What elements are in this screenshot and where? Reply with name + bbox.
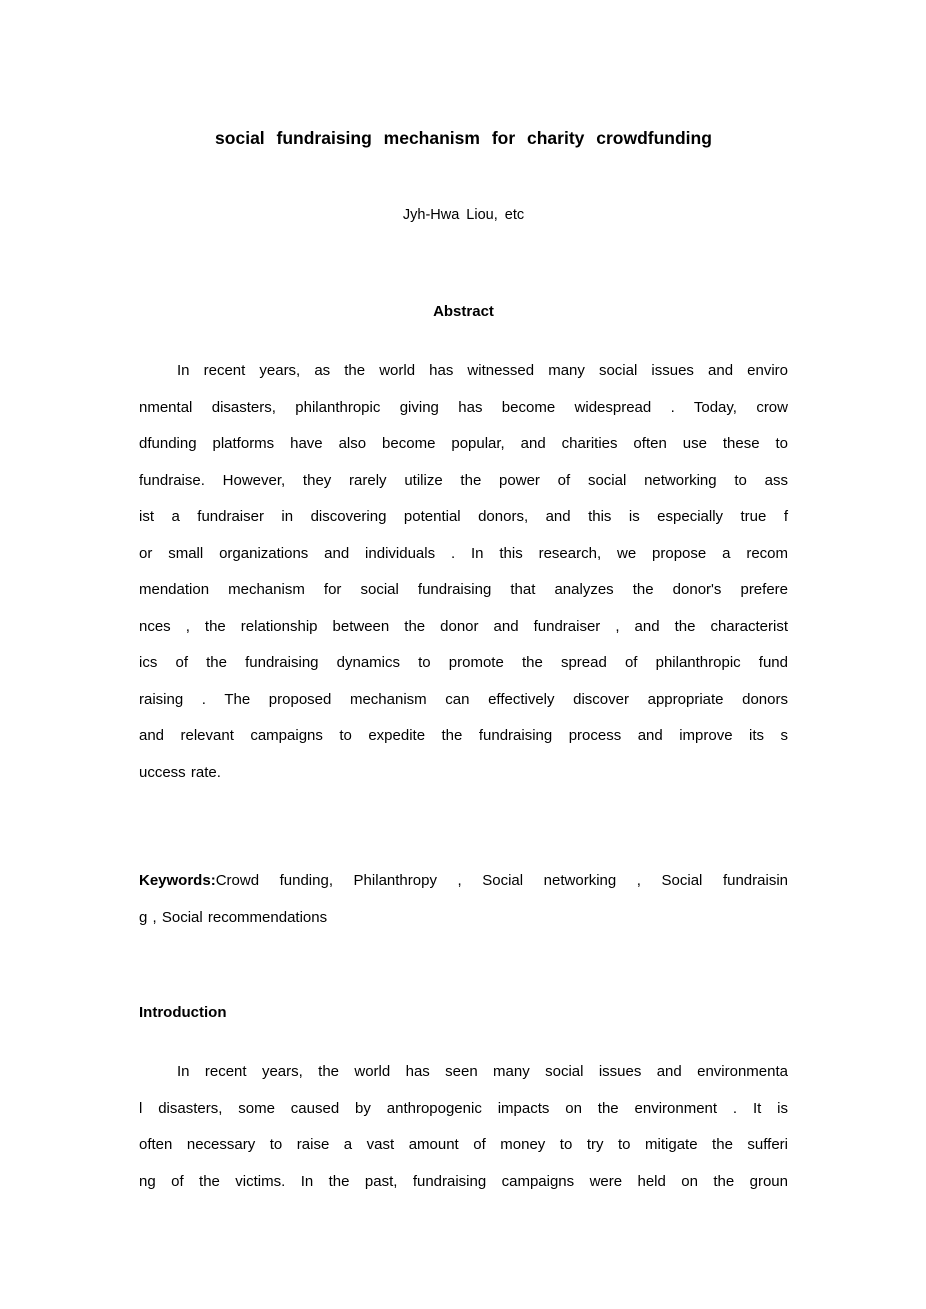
author-line: Jyh-Hwa Liou, etc [402, 207, 525, 223]
introduction-paragraph [139, 1054, 788, 1200]
text-line: ics of the fundraising dynamics to promote the spread of philanthropic fund [139, 654, 788, 671]
introduction-heading: Introduction [139, 1004, 227, 1021]
text-line: dfunding platforms have also become popular, and charities often use these to [139, 435, 788, 452]
keywords-label: Keywords: [139, 872, 216, 889]
text-line: nces , the relationship between the donor and fundraiser , and the characterist [139, 617, 788, 635]
keywords-text: Crowd funding, Philanthropy , Social networking , Social fundraisin [215, 872, 788, 889]
abstract-heading: Abstract [433, 303, 494, 320]
text-line: l disasters, some caused by anthropogenic impacts on the environment . It is [139, 1099, 788, 1117]
text-line: nmental disasters, philanthropic giving has become widespread . Today, crow [139, 398, 788, 416]
text-line: and relevant campaigns to expedite the fundraising process and improve its s [139, 727, 788, 744]
text-line: often necessary to raise a vast amount of money to try to mitigate the sufferi [139, 1136, 788, 1153]
text-line: uccess rate. [139, 763, 221, 781]
paper-title: social fundraising mechanism for charity crowdfunding [215, 128, 712, 148]
text-line: fundraise. However, they rarely utilize the power of social networking to ass [139, 471, 788, 489]
keywords-line-1 [139, 863, 788, 900]
text-line: In recent years, the world has seen many social issues and environmenta [177, 1063, 788, 1080]
text-line: In recent years, as the world has witnessed many social issues and enviro [177, 362, 788, 379]
text-line: raising . The proposed mechanism can effectively discover appropriate donors [139, 690, 788, 708]
abstract-paragraph [139, 353, 788, 791]
text-line: ist a fundraiser in discovering potential donors, and this is especially true f [139, 508, 788, 525]
keywords-line-2: g , Social recommendations [139, 908, 328, 926]
text-line: ng of the victims. In the past, fundraising campaigns were held on the groun [139, 1172, 788, 1190]
keywords-paragraph [139, 863, 788, 936]
text-line: or small organizations and individuals . In this research, we propose a recom [139, 544, 788, 562]
text-line: mendation mechanism for social fundraising that analyzes the donor's prefere [139, 581, 788, 598]
